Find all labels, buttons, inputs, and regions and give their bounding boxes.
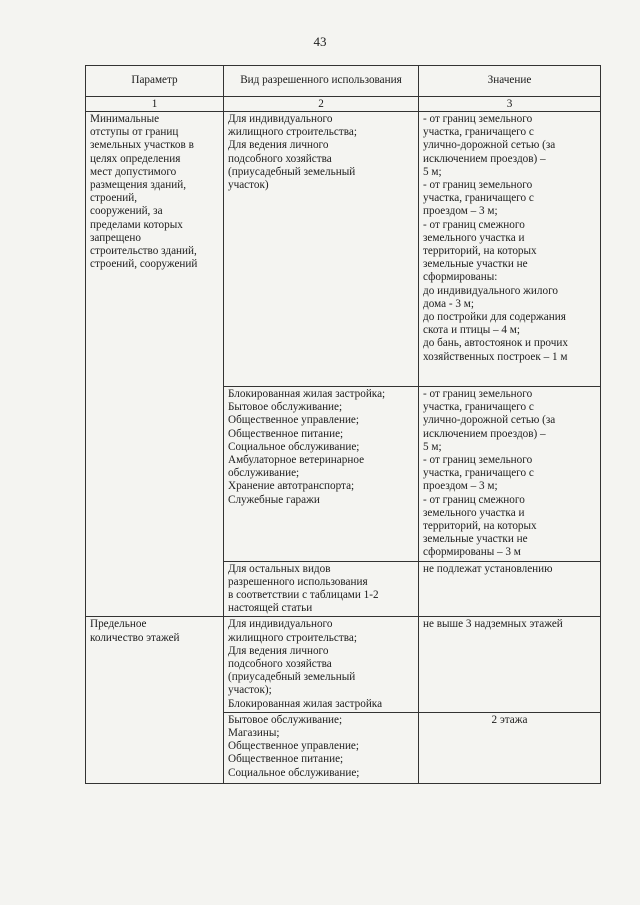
column-index: 3 [419,97,601,112]
cell-text-line: Для ведения личного [228,139,329,152]
cell-text-line: строений, [90,192,138,205]
cell-text-line: территорий, на которых [423,245,537,258]
cell-text-line: земельные участки не [423,533,528,546]
header-value: Значение [419,66,601,97]
cell-text-line: проездом – 3 м; [423,480,498,493]
cell-text-line: до постройки для содержания [423,311,566,324]
cell-text-line: Общественное управление; [228,414,360,427]
cell-text-line: 5 м; [423,165,442,178]
cell-text-line: разрешенного использования [228,575,368,588]
cell-text-line: Служебные гаражи [228,493,320,506]
cell-text-line: Для ведения личного [228,644,329,657]
value-cell: не подлежат установлению [419,561,601,617]
cell-text-line: - от границ земельного [423,454,533,467]
cell-text-line: Амбулаторное ветеринарное [228,454,365,467]
cell-text-line: - от границ земельного [423,179,533,192]
value-cell [419,387,601,562]
cell-text-line: улично-дорожной сетью (за [423,414,556,427]
cell-text-line: Минимальные [90,113,160,125]
cell-text-line: земельного участка и [423,506,525,519]
column-index: 1 [86,97,224,112]
cell-text-line: пределами которых [90,218,183,231]
cell-text-line: целях определения [90,152,181,165]
cell-text-line: Магазины; [228,727,280,740]
value-cell: не выше 3 надземных этажей [419,617,601,712]
cell-text-line: Социальное обслуживание; [228,766,360,779]
cell-text-line: - от границ земельного [423,388,533,400]
cell-text-line: в соответствии с таблицами 1-2 [228,589,379,602]
table-header-row [86,66,601,97]
cell-text-line: запрещено [90,231,141,244]
table-row [86,617,601,712]
cell-text-line: Для остальных видов [228,562,331,575]
cell-text-line: количество этажей [90,631,180,644]
value-cell [419,112,601,387]
cell-text-line: улично-дорожной сетью (за [423,139,556,152]
cell-text-line: 5 м; [423,440,442,453]
cell-text-line: сформированы: [423,271,498,284]
cell-text-line: Хранение автотранспорта; [228,480,355,493]
cell-text-line: земельные участки не [423,258,528,271]
cell-text-line: до бань, автостоянок и прочих [423,337,568,350]
parameter-cell [86,112,224,617]
header-parameter: Параметр [86,66,224,97]
page-number: 43 [313,34,327,49]
value-cell: 2 этажа [419,712,601,783]
cell-text-line: Общественное питание; [228,753,344,766]
cell-text-line: подсобного хозяйства [228,658,332,671]
cell-text-line: подсобного хозяйства [228,152,332,165]
cell-text-line: дома - 3 м; [423,297,474,310]
parameter-cell [86,617,224,783]
cell-text-line: отступы от границ [90,126,179,139]
cell-text-line: скота и птицы – 4 м; [423,324,520,337]
cell-text-line: размещения зданий, [90,179,186,192]
cell-text-line: хозяйственных построек – 1 м [423,350,568,363]
cell-text-line: Блокированная жилая застройка [228,697,383,710]
cell-text-line: участок) [228,179,269,192]
cell-text-line: сооружений, за [90,205,163,218]
use-type-cell [224,561,419,617]
cell-text-line: настоящей статьи [228,602,313,615]
cell-text-line: мест допустимого [90,165,177,178]
cell-text-line: жилищного строительства; [228,126,357,139]
cell-text-line: Общественное управление; [228,740,360,753]
cell-text-line: строений, сооружений [90,258,198,271]
cell-text-line: Бытовое обслуживание; [228,401,343,414]
column-index: 2 [224,97,419,112]
parameters-table [85,65,601,784]
cell-text-line: (приусадебный земельный [228,671,356,684]
cell-text-line: территорий, на которых [423,520,537,533]
cell-text-line: (приусадебный земельный [228,165,356,178]
table-row [86,112,601,387]
cell-text-line: земельных участков в [90,139,194,152]
cell-text-line: Общественное питание; [228,427,344,440]
cell-text-line: земельного участка и [423,231,525,244]
cell-text-line: - от границ смежного [423,493,525,506]
cell-text-line: участка, граничащего с [423,401,534,414]
use-type-cell [224,617,419,712]
cell-text-line: до индивидуального жилого [423,284,558,297]
cell-text-line: Для индивидуального [228,113,333,125]
cell-text-line: - от границ земельного [423,113,533,125]
cell-text-line: участка, граничащего с [423,126,534,139]
cell-text-line: исключением проездов) – [423,427,546,440]
cell-text-line: исключением проездов) – [423,152,546,165]
use-type-cell [224,712,419,783]
cell-text-line: участка, граничащего с [423,467,534,480]
cell-text-line: Бытовое обслуживание; [228,713,343,726]
cell-text-line: строительство зданий, [90,245,197,258]
cell-text-line: участок); [228,684,272,697]
cell-text-line: обслуживание; [228,467,300,480]
cell-text-line: Социальное обслуживание; [228,440,360,453]
cell-text-line: Предельное [90,618,147,631]
cell-text-line: участка, граничащего с [423,192,534,205]
cell-text-line: проездом – 3 м; [423,205,498,218]
cell-text-line: сформированы – 3 м [423,546,521,559]
cell-text-line: Для индивидуального [228,618,333,631]
cell-text-line: Блокированная жилая застройка; [228,388,386,400]
use-type-cell [224,387,419,562]
cell-text-line: - от границ смежного [423,218,525,231]
use-type-cell [224,112,419,387]
header-use-type: Вид разрешенного использования [224,66,419,97]
column-index-row [86,97,601,112]
cell-text-line: жилищного строительства; [228,631,357,644]
